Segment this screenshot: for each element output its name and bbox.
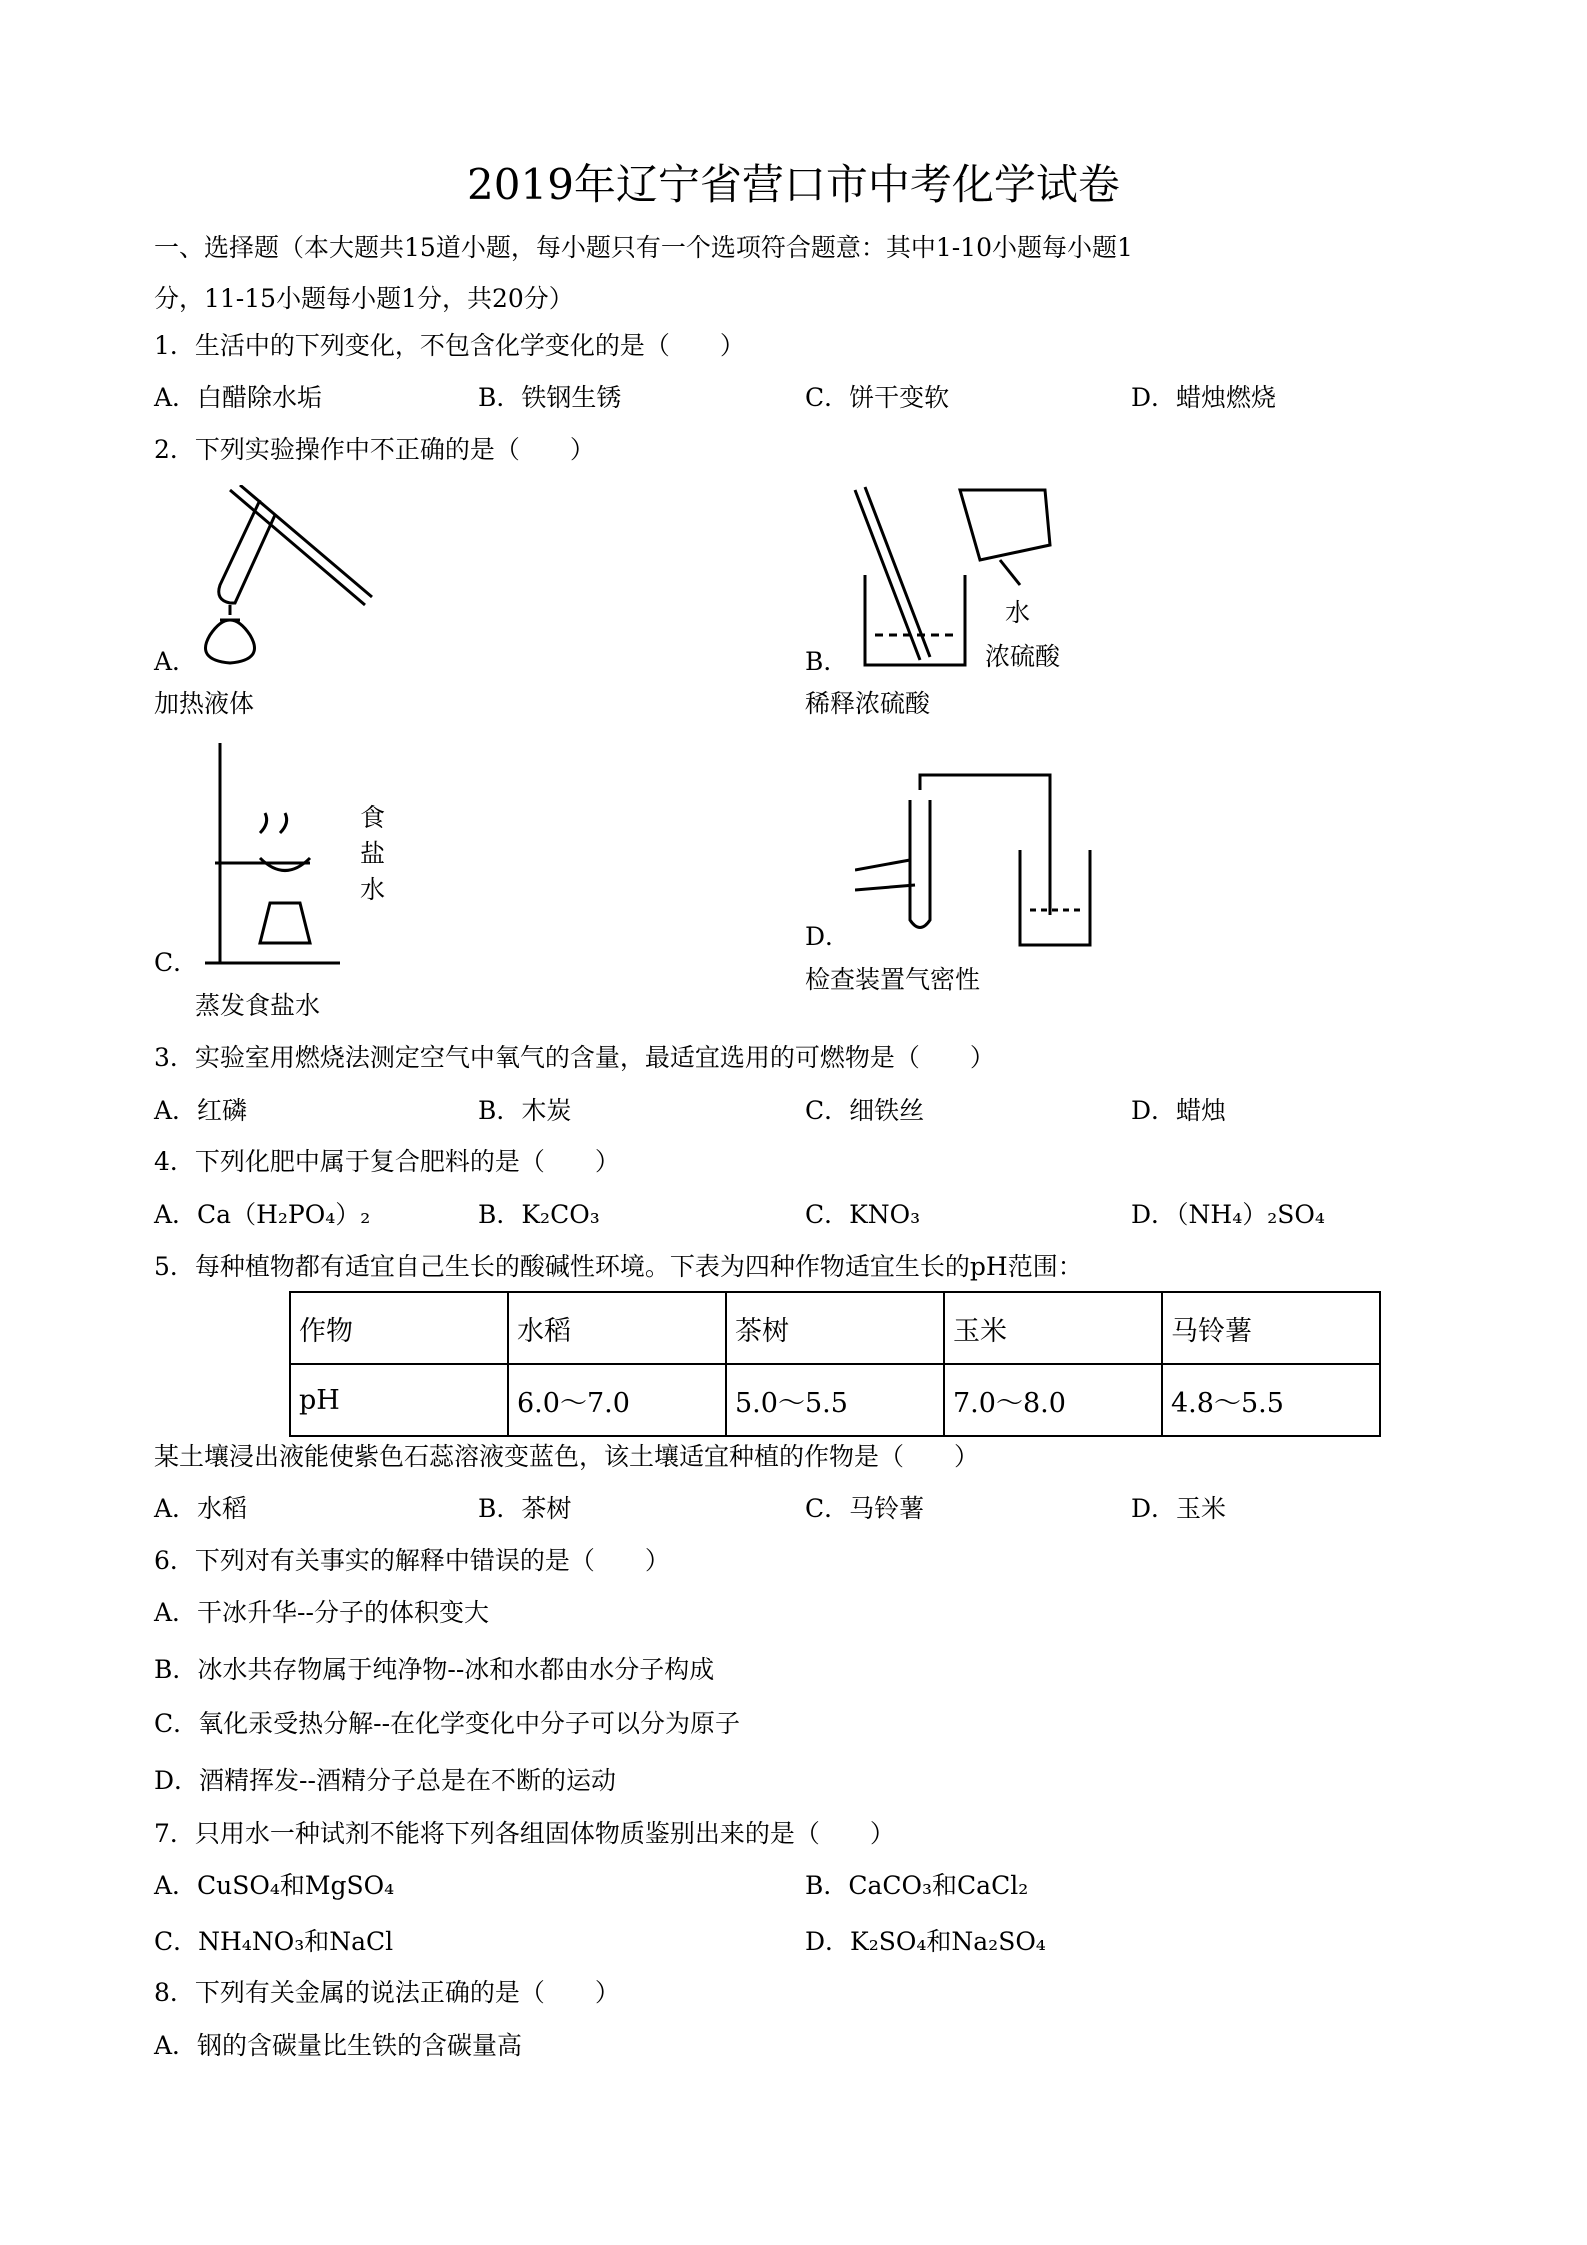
table-row bbox=[290, 1364, 1380, 1436]
q6-option-a: A．干冰升华--分子的体积变大 bbox=[154, 1598, 489, 1627]
q6-stem: 6．下列对有关事实的解释中错误的是（ ） bbox=[154, 1546, 670, 1575]
salt-water-label: 食盐水 bbox=[360, 803, 386, 904]
table-cell: 5.0～5.5 bbox=[726, 1364, 944, 1436]
q8-stem: 8．下列有关金属的说法正确的是（ ） bbox=[154, 1978, 620, 2007]
q5-option-b: B．茶树 bbox=[478, 1494, 572, 1523]
q1-stem: 1．生活中的下列变化，不包含化学变化的是（ ） bbox=[154, 331, 745, 360]
table-cell: 作物 bbox=[290, 1292, 508, 1364]
q5-follow: 某土壤浸出液能使紫色石蕊溶液变蓝色，该土壤适宜种植的作物是（ ） bbox=[154, 1442, 980, 1471]
q3-option-a: A．红磷 bbox=[154, 1096, 248, 1125]
q2-stem: 2．下列实验操作中不正确的是（ ） bbox=[154, 435, 595, 464]
table-cell: 玉米 bbox=[944, 1292, 1162, 1364]
water-label: 水 bbox=[1005, 598, 1031, 627]
q2-caption-c: 蒸发食盐水 bbox=[195, 991, 321, 1020]
q2-caption-d: 检查装置气密性 bbox=[805, 965, 981, 994]
q5-option-d: D．玉米 bbox=[1131, 1494, 1227, 1523]
q1-option-c: C．饼干变软 bbox=[805, 383, 950, 412]
section-heading: 一、选择题（本大题共15道小题，每小题只有一个选项符合题意：其中1-10小题每小题1 bbox=[154, 233, 1133, 262]
acid-label: 浓硫酸 bbox=[985, 642, 1061, 671]
q4-option-d: D．（NH₄）₂SO₄ bbox=[1131, 1200, 1325, 1229]
q6-option-b: B．冰水共存物属于纯净物--冰和水都由水分子构成 bbox=[154, 1655, 715, 1684]
q3-option-b: B．木炭 bbox=[478, 1096, 572, 1125]
q7-option-c: C．NH₄NO₃和NaCl bbox=[154, 1927, 394, 1956]
table-cell: 4.8～5.5 bbox=[1162, 1364, 1380, 1436]
table-cell: 水稻 bbox=[508, 1292, 726, 1364]
table-cell: 7.0～8.0 bbox=[944, 1364, 1162, 1436]
q5-stem: 5．每种植物都有适宜自己生长的酸碱性环境。下表为四种作物适宜生长的pH范围： bbox=[154, 1252, 1083, 1281]
q7-stem: 7．只用水一种试剂不能将下列各组固体物质鉴别出来的是（ ） bbox=[154, 1819, 895, 1848]
q3-option-d: D．蜡烛 bbox=[1131, 1096, 1227, 1125]
q1-option-d: D．蜡烛燃烧 bbox=[1131, 383, 1277, 412]
q2-option-b: B． bbox=[805, 647, 849, 676]
airtightness-figure bbox=[855, 770, 1095, 950]
q1-option-a: A．白醋除水垢 bbox=[154, 383, 323, 412]
section-heading-cont: 分，11-15小题每小题1分，共20分） bbox=[154, 284, 574, 313]
q2-caption-b: 稀释浓硫酸 bbox=[805, 689, 931, 718]
q7-option-a: A．CuSO₄和MgSO₄ bbox=[154, 1871, 395, 1900]
q3-option-c: C．细铁丝 bbox=[805, 1096, 925, 1125]
q4-option-b: B．K₂CO₃ bbox=[478, 1200, 600, 1229]
evaporation-figure bbox=[200, 743, 350, 973]
q6-option-d: D．酒精挥发--酒精分子总是在不断的运动 bbox=[154, 1766, 616, 1795]
ph-table bbox=[289, 1291, 1381, 1437]
q4-stem: 4．下列化肥中属于复合肥料的是（ ） bbox=[154, 1147, 620, 1176]
q2-caption-a: 加热液体 bbox=[154, 689, 255, 718]
q5-option-c: C．马铃薯 bbox=[805, 1494, 925, 1523]
q2-option-a: A． bbox=[154, 647, 198, 676]
q2-option-d: D． bbox=[805, 922, 851, 951]
q6-option-c: C．氧化汞受热分解--在化学变化中分子可以分为原子 bbox=[154, 1709, 741, 1738]
table-cell: 马铃薯 bbox=[1162, 1292, 1380, 1364]
q4-option-c: C．KNO₃ bbox=[805, 1200, 921, 1229]
table-cell: pH bbox=[290, 1364, 508, 1436]
table-cell: 6.0～7.0 bbox=[508, 1364, 726, 1436]
q2-option-c: C． bbox=[154, 948, 199, 977]
q8-option-a: A．钢的含碳量比生铁的含碳量高 bbox=[154, 2031, 523, 2060]
q5-option-a: A．水稻 bbox=[154, 1494, 248, 1523]
q3-stem: 3．实验室用燃烧法测定空气中氧气的含量，最适宜选用的可燃物是（ ） bbox=[154, 1043, 995, 1072]
q4-option-a: A．Ca（H₂PO₄）₂ bbox=[154, 1200, 371, 1229]
q7-option-b: B．CaCO₃和CaCl₂ bbox=[805, 1871, 1029, 1900]
table-header-row bbox=[290, 1292, 1380, 1364]
q1-option-b: B．铁钢生锈 bbox=[478, 383, 622, 412]
page-title: 2019年辽宁省营口市中考化学试卷 bbox=[467, 160, 1120, 209]
q7-option-d: D．K₂SO₄和Na₂SO₄ bbox=[805, 1927, 1046, 1956]
heating-liquid-figure bbox=[190, 485, 390, 675]
dilute-acid-figure bbox=[850, 485, 1110, 675]
table-cell: 茶树 bbox=[726, 1292, 944, 1364]
